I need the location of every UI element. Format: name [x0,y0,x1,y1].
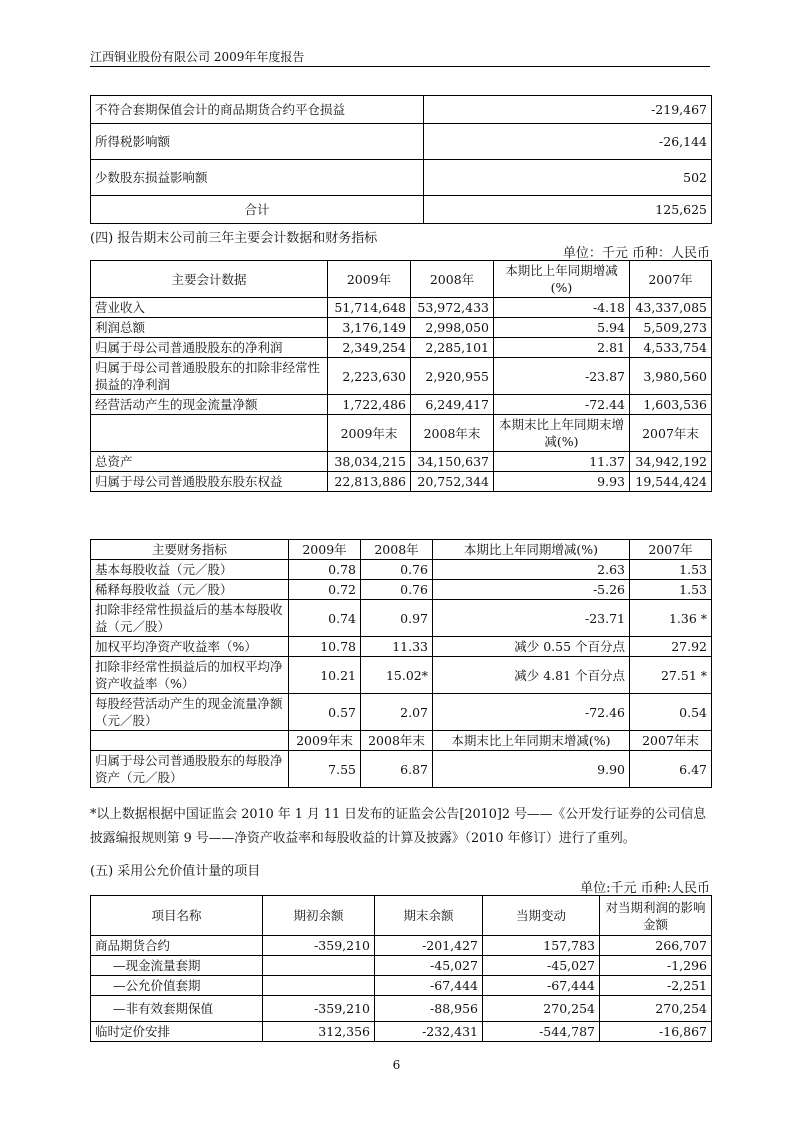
row-label: 不符合套期保值会计的商品期货合约平仓损益 [91,96,424,124]
table-row [91,395,712,415]
cell: 266,707 [600,936,712,956]
column-header: 主要会计数据 [91,261,328,298]
row-label: 所得税影响额 [91,124,424,160]
non-recurring-items-table [90,95,712,224]
cell: 3,176,149 [328,318,411,338]
key-financial-indicators-table [90,539,712,788]
row-label: —公允价值套期 [91,976,263,996]
cell: -67,444 [375,976,483,996]
row-label: 扣除非经常性损益后的加权平均净资产收益率（%） [91,657,289,694]
cell: 312,356 [263,1022,375,1042]
table-row [91,472,712,492]
column-header: 2007年 [630,261,712,298]
cell: -359,210 [263,996,375,1022]
cell: 0.78 [289,560,361,580]
cell: 157,783 [483,936,600,956]
row-label: 加权平均净资产收益率（%） [91,637,289,657]
total-label: 合计 [91,196,424,224]
cell: 11.33 [361,637,433,657]
column-header: 2009年 [328,261,411,298]
row-label: 经营活动产生的现金流量净额 [91,395,328,415]
cell: 20,752,344 [411,472,494,492]
row-label: 稀释每股收益（元／股） [91,580,289,600]
column-header: 2009年 [289,540,361,560]
cell: 0.72 [289,580,361,600]
table-row [91,96,712,124]
cell: -1,296 [600,956,712,976]
row-label: 归属于母公司普通股股东的扣除非经常性损益的净利润 [91,358,328,395]
table-header-row [91,261,712,298]
cell: 2.07 [361,694,433,731]
table-row [91,600,712,637]
cell: 1.53 [630,560,712,580]
cell: -72.46 [433,694,630,731]
table-row [91,637,712,657]
section-4-title: (四) 报告期末公司前三年主要会计数据和财务指标 [90,231,378,246]
cell: 38,034,215 [328,452,411,472]
cell: -359,210 [263,936,375,956]
table-row [91,298,712,318]
cell: 0.76 [361,580,433,600]
cell: 9.93 [494,472,630,492]
column-header [91,415,328,452]
cell: 53,972,433 [411,298,494,318]
table-row [91,452,712,472]
table-header-row [91,415,712,452]
cell: -16,867 [600,1022,712,1042]
cell: -544,787 [483,1022,600,1042]
table-row [91,751,712,788]
row-label: 少数股东损益影响额 [91,160,424,196]
cell: 51,714,648 [328,298,411,318]
table-row [91,560,712,580]
cell: 2,998,050 [411,318,494,338]
header-divider [90,66,710,67]
cell: 5,509,273 [630,318,712,338]
column-header: 2009年末 [289,731,361,751]
column-header: 本期比上年同期增减(%) [433,540,630,560]
row-label: 商品期货合约 [91,936,263,956]
column-header: 期初余额 [263,896,375,936]
cell: 0.57 [289,694,361,731]
row-label: 基本每股收益（元／股） [91,560,289,580]
cell: 270,254 [483,996,600,1022]
cell: -5.26 [433,580,630,600]
cell: 34,150,637 [411,452,494,472]
restatement-note: *以上数据根据中国证监会 2010 年 1 月 11 日发布的证监会公告[2010]2 号——《公开发行证券的公司信息披露编报规则第 9 号——净资产收益率和每股收益的计算及披露》（2010 年修订）进行了重列。 [90,807,707,846]
cell: 3,980,560 [630,358,712,395]
table-row [91,936,712,956]
cell: 6.47 [630,751,712,788]
key-accounting-data-table [90,260,712,492]
column-header: 当期变动 [483,896,600,936]
cell: 270,254 [600,996,712,1022]
row-label: 归属于母公司普通股股东的净利润 [91,338,328,358]
cell: 0.97 [361,600,433,637]
cell: 27.51 * [630,657,712,694]
row-label: 总资产 [91,452,328,472]
section-5-unit: 单位:千元 币种:人民币 [580,881,710,896]
cell: 19,544,424 [630,472,712,492]
column-header: 2008年 [361,540,433,560]
cell: 0.76 [361,560,433,580]
column-header: 项目名称 [91,896,263,936]
cell: 34,942,192 [630,452,712,472]
cell: 2,285,101 [411,338,494,358]
cell: -201,427 [375,936,483,956]
cell: 7.55 [289,751,361,788]
table-row [91,956,712,976]
table-header-row [91,896,712,936]
row-label: 归属于母公司普通股股东的每股净资产（元／股） [91,751,289,788]
column-header: 2008年 [411,261,494,298]
column-header: 本期末比上年同期末增减(%) [494,415,630,452]
column-header: 主要财务指标 [91,540,289,560]
cell: -67,444 [483,976,600,996]
column-header [91,731,289,751]
cell [263,956,375,976]
cell: 0.54 [630,694,712,731]
cell: 6,249,417 [411,395,494,415]
cell: 10.21 [289,657,361,694]
cell: 4,533,754 [630,338,712,358]
cell: 6.87 [361,751,433,788]
cell: 43,337,085 [630,298,712,318]
cell: 减少 4.81 个百分点 [433,657,630,694]
cell: 5.94 [494,318,630,338]
row-label: 利润总额 [91,318,328,338]
cell: 0.74 [289,600,361,637]
row-label: 临时定价安排 [91,1022,263,1042]
column-header: 2007年 [630,540,712,560]
row-label: 每股经营活动产生的现金流量净额（元／股） [91,694,289,731]
column-header: 2008年末 [361,731,433,751]
cell: -23.87 [494,358,630,395]
cell: 2.81 [494,338,630,358]
table-row [91,318,712,338]
cell: 11.37 [494,452,630,472]
cell: -4.18 [494,298,630,318]
fair-value-items-table [90,895,712,1042]
cell: 减少 0.55 个百分点 [433,637,630,657]
row-value: -26,144 [424,124,712,160]
cell: -2,251 [600,976,712,996]
cell: -45,027 [375,956,483,976]
column-header: 2007年末 [630,731,712,751]
total-value: 125,625 [424,196,712,224]
row-label: 扣除非经常性损益后的基本每股收益（元／股） [91,600,289,637]
cell [263,976,375,996]
cell: 2,223,630 [328,358,411,395]
column-header: 2008年末 [411,415,494,452]
cell: 2,920,955 [411,358,494,395]
table-row [91,338,712,358]
table-header-row [91,540,712,560]
cell: -88,956 [375,996,483,1022]
table-row [91,160,712,196]
cell: -232,431 [375,1022,483,1042]
cell: 1,603,536 [630,395,712,415]
cell: -23.71 [433,600,630,637]
row-label: —现金流量套期 [91,956,263,976]
cell: 27.92 [630,637,712,657]
column-header: 对当期利润的影响金额 [600,896,712,936]
table-row [91,657,712,694]
cell: 1.36 * [630,600,712,637]
cell: 1.53 [630,580,712,600]
table-row [91,996,712,1022]
cell: -45,027 [483,956,600,976]
table-row [91,1022,712,1042]
table-row [91,580,712,600]
row-label: 归属于母公司普通股股东股东权益 [91,472,328,492]
table-header-row [91,731,712,751]
cell: -72.44 [494,395,630,415]
column-header: 本期末比上年同期末增减(%) [433,731,630,751]
cell: 15.02* [361,657,433,694]
column-header: 本期比上年同期增减(%) [494,261,630,298]
page-number: 6 [392,1058,401,1072]
table-row [91,358,712,395]
cell: 2,349,254 [328,338,411,358]
report-header: 江西铜业股份有限公司 2009年年度报告 [90,50,305,64]
row-value: -219,467 [424,96,712,124]
cell: 2.63 [433,560,630,580]
section-5-title: (五) 采用公允价值计量的项目 [90,864,261,879]
table-row [91,196,712,224]
table-row [91,124,712,160]
cell: 22,813,886 [328,472,411,492]
cell: 10.78 [289,637,361,657]
section-4-unit: 单位：千元 币种：人民币 [562,246,710,261]
table-row [91,976,712,996]
column-header: 期末余额 [375,896,483,936]
row-label: 营业收入 [91,298,328,318]
cell: 1,722,486 [328,395,411,415]
column-header: 2007年末 [630,415,712,452]
column-header: 2009年末 [328,415,411,452]
row-value: 502 [424,160,712,196]
cell: 9.90 [433,751,630,788]
row-label: —非有效套期保值 [91,996,263,1022]
table-row [91,694,712,731]
